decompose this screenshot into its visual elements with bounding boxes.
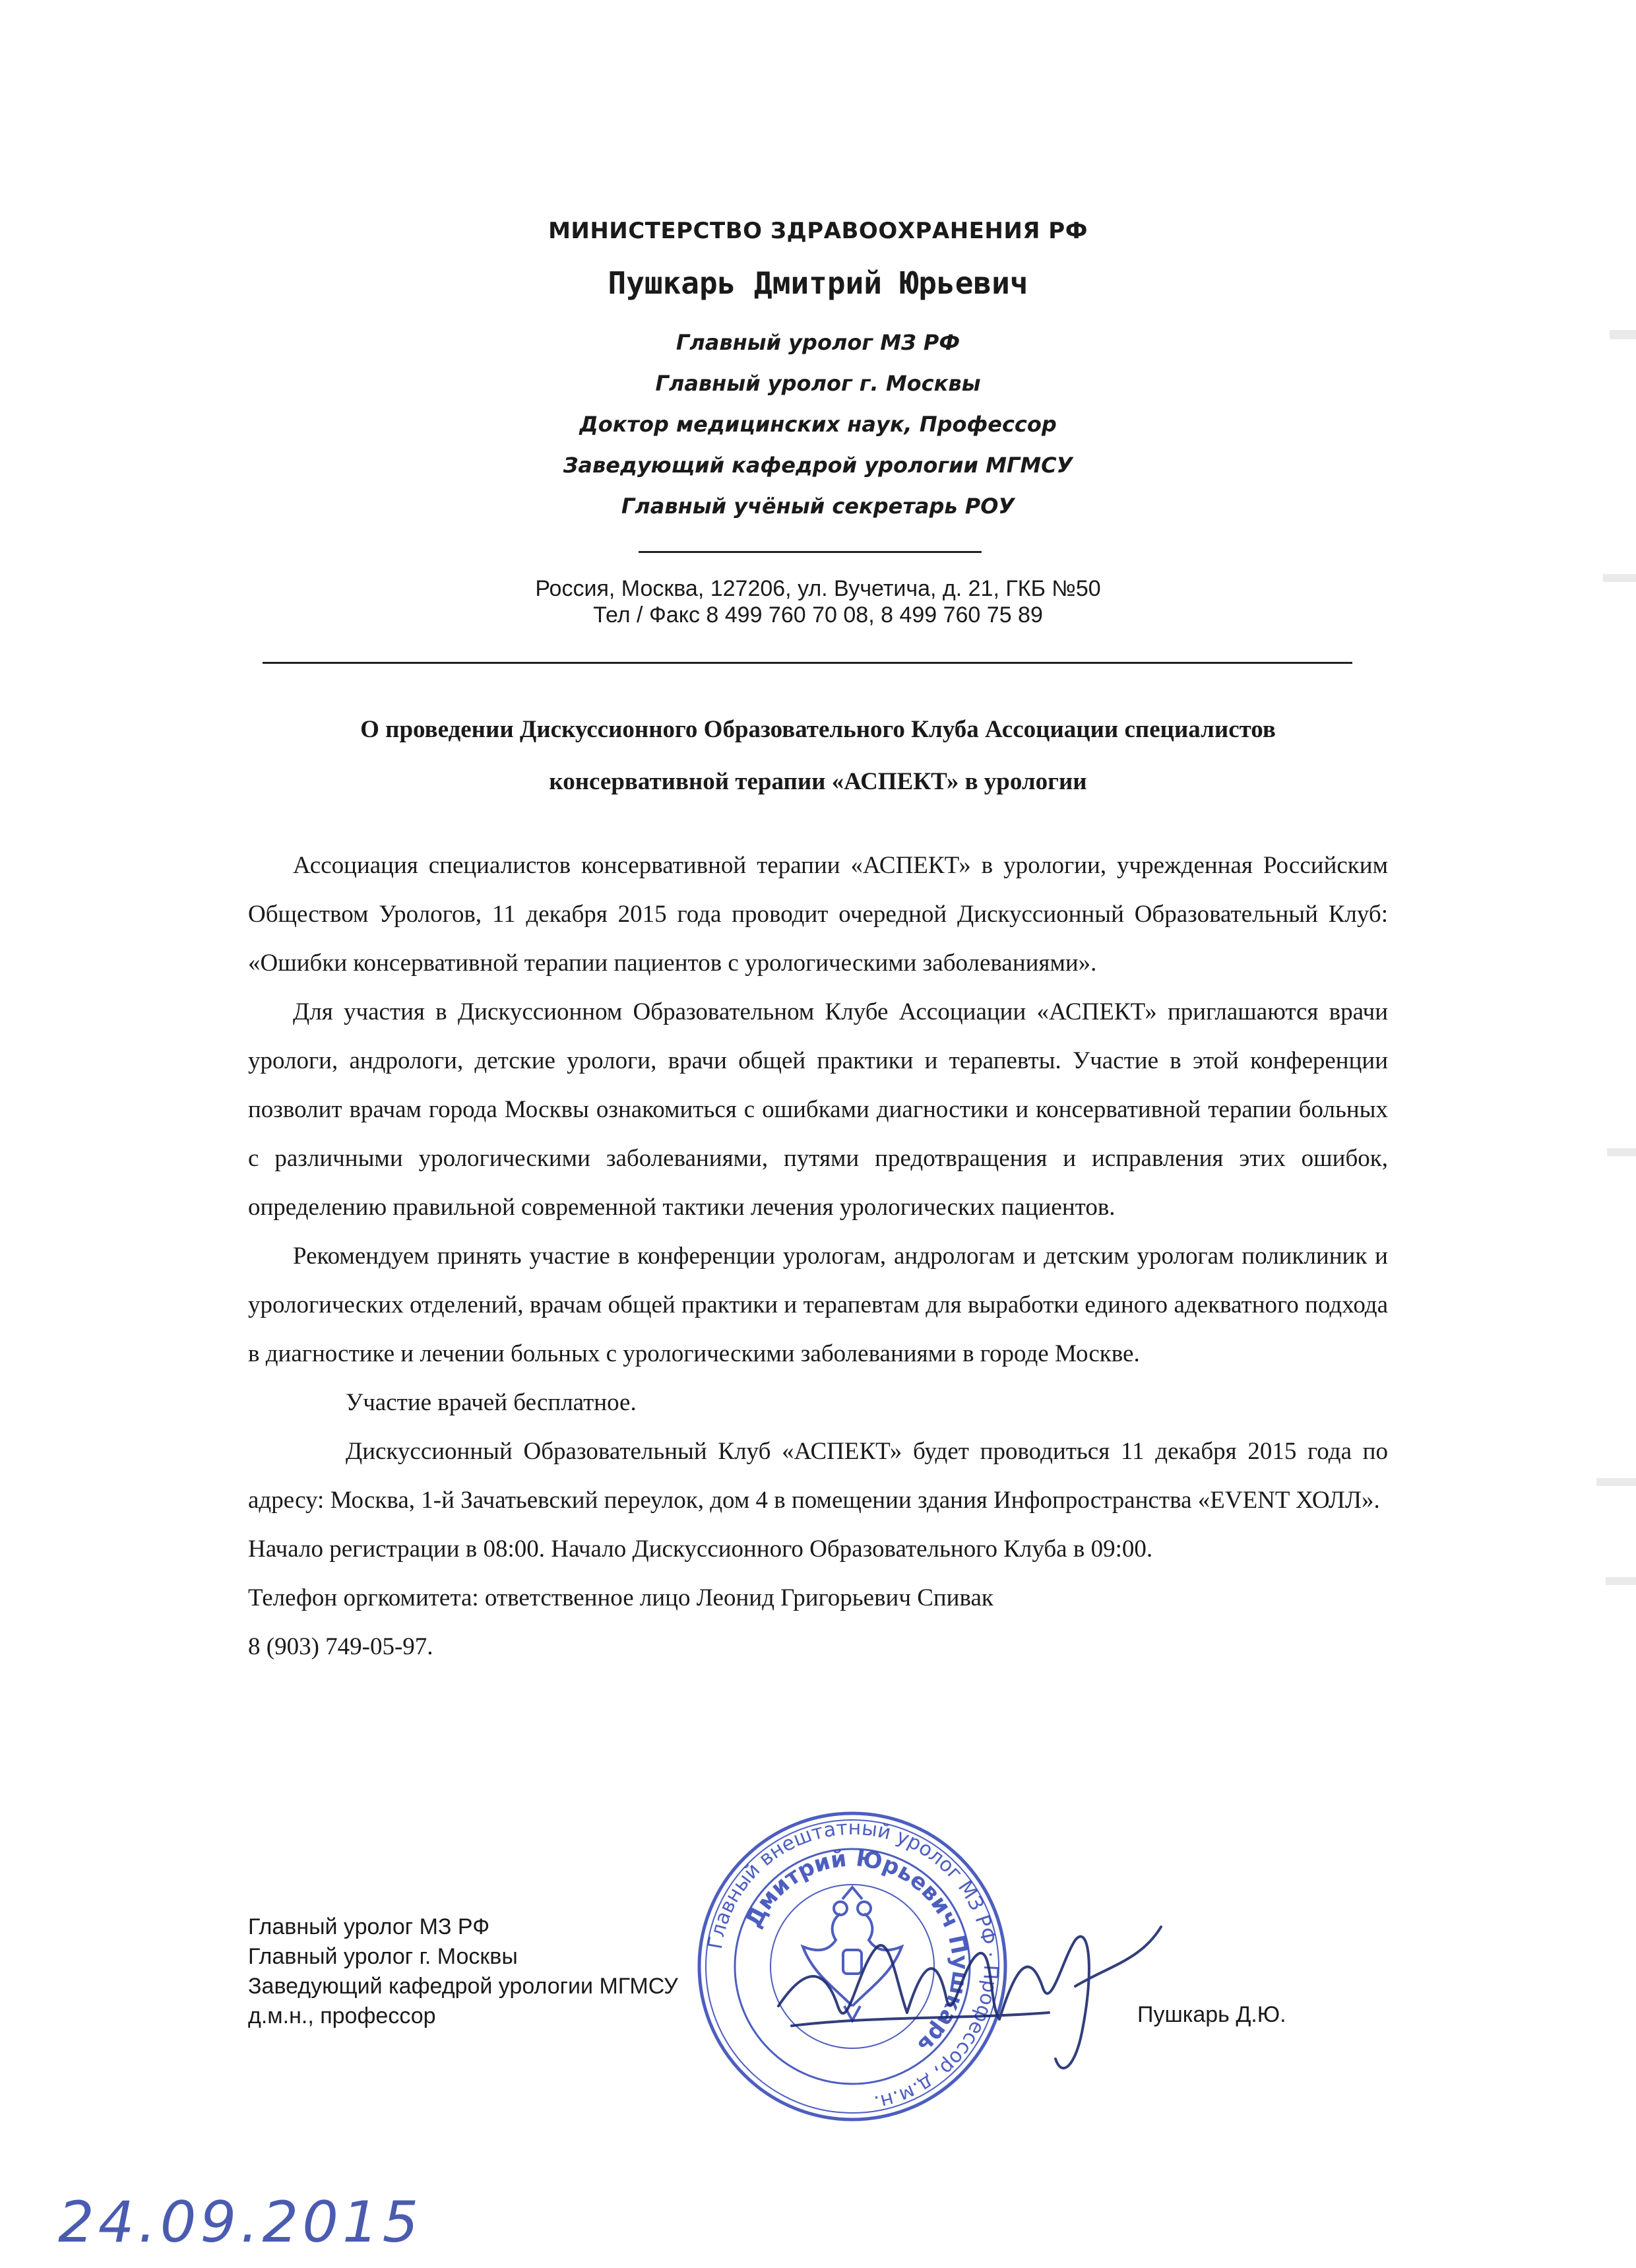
body-paragraph: Участие врачей бесплатное. xyxy=(346,1389,637,1416)
signatory-titles xyxy=(248,1912,678,2031)
postal-address: Россия, Москва, 127206, ул. Вучетича, д. 21, ГКБ №50 xyxy=(535,576,1101,601)
organizer-contact: Телефон оргкомитета: ответственное лицо Леонид Григорьевич Спивак xyxy=(248,1584,993,1611)
signatory-line: д.м.н., профессор xyxy=(248,2003,436,2028)
registration-times: Начало регистрации в 08:00. Начало Дискуссионного Образовательного Клуба в 09:00. xyxy=(248,1536,1153,1563)
body-paragraph: Рекомендуем принять участие в конференции урологам, андрологам и детским урологам поликлиник и урологических отделений, врачам общей практики и терапевтам для выработки единого адекватного подхода в диагностике и лечении больных с урологическими заболеваниями в городе Москве. xyxy=(248,1243,1388,1367)
subject-line: О проведении Дискуссионного Образовательного Клуба Ассоциации специалистов xyxy=(360,716,1276,743)
signatory-line: Заведующий кафедрой урологии МГМСУ xyxy=(248,1974,678,1999)
header-divider-long xyxy=(263,662,1352,664)
title-line: Главный уролог г. Москвы xyxy=(655,371,981,396)
body-paragraph: Ассоциация специалистов консервативной терапии «АСПЕКТ» в урологии, учрежденная Российским Обществом Урологов, 11 декабря 2015 года проводит очередной Дискуссионный Образовательный Клуб: «Ошибки консервативной терапии пациентов с урологическими заболеваниями». xyxy=(248,852,1388,977)
signatory-line: Главный уролог г. Москвы xyxy=(248,1944,518,1969)
phone-fax: Тел / Факс 8 499 760 70 08, 8 499 760 75 89 xyxy=(593,602,1043,628)
handwritten-date: 24.09.2015 xyxy=(58,2189,423,2255)
title-line: Доктор медицинских наук, Профессор xyxy=(579,412,1057,437)
title-line: Главный уролог МЗ РФ xyxy=(676,330,960,355)
body-paragraph: Дискуссионный Образовательный Клуб «АСПЕКТ» будет проводиться 11 декабря 2015 года по адресу: Москва, 1-й Зачатьевский переулок, дом 4 в помещении здания Инфопространства «EVENT ХОЛЛ». xyxy=(248,1438,1388,1514)
title-line: Главный учёный секретарь РОУ xyxy=(621,494,1015,519)
body-paragraph: Для участия в Дискуссионном Образовательном Клубе Ассоциации «АСПЕКТ» приглашаются врачи урологи, андрологи, детские урологи, врачи общей практики и терапевты. Участие в этой конференции позволит врачам города Москвы ознакомиться с ошибками диагностики и консервативной терапии больных с различными урологическими заболеваниями, путями предотвращения и исправления этих ошибок, определению правильной современной тактики лечения урологических пациентов. xyxy=(248,998,1388,1221)
title-line: Заведующий кафедрой урологии МГМСУ xyxy=(563,453,1073,478)
stamp-outer-text: Главный внештатный уролог МЗ РФ · Профессор, д.м.н. xyxy=(703,1816,1003,2115)
person-name: Пушкарь Дмитрий Юрьевич xyxy=(608,265,1028,301)
signatory-line: Главный уролог МЗ РФ xyxy=(248,1914,490,1939)
organizer-phone: 8 (903) 749-05-97. xyxy=(248,1633,433,1660)
scan-artifacts xyxy=(1583,0,1636,2268)
stamp-inner-text: Дмитрий Юрьевич Пушкарь xyxy=(740,1845,974,2059)
letter-body xyxy=(248,841,1388,1671)
handwritten-signature xyxy=(765,1887,1174,2085)
subject-line: консервативной терапии «АСПЕКТ» в урологии xyxy=(549,768,1087,795)
contact-block xyxy=(0,575,1636,628)
person-titles xyxy=(0,322,1636,527)
ministry-heading: МИНИСТЕРСТВО ЗДРАВООХРАНЕНИЯ РФ xyxy=(548,218,1088,244)
signatory-name: Пушкарь Д.Ю. xyxy=(1137,2002,1286,2027)
header-divider-short xyxy=(639,551,982,553)
letter-subject xyxy=(0,703,1636,808)
